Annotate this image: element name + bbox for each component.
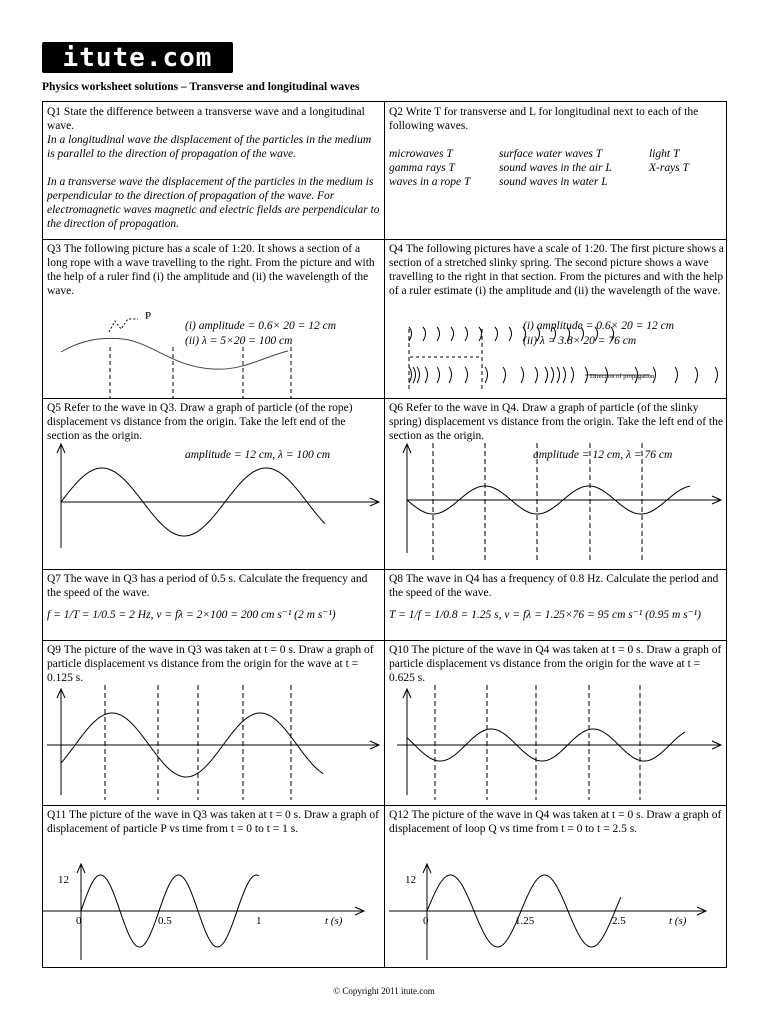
q6-question: Q6 Refer to the wave in Q4. Draw a graph of particle (of the slinky spring) displacement vs distance from the origin. Take the left end of the section as the origin. [389, 402, 723, 442]
slinky-loop [563, 367, 566, 383]
q7-question: Q7 The wave in Q3 has a period of 0.5 s. Calculate the frequency and the speed of the wave. [47, 573, 368, 599]
q12-x-label-end: 2.5 [612, 915, 626, 927]
slinky-loop [449, 367, 452, 383]
slinky-loop [437, 327, 440, 341]
slinky-loop [423, 327, 426, 341]
q2-row [389, 147, 724, 161]
q2-cell [385, 102, 728, 239]
q6-guide-lines [433, 443, 642, 563]
q8-cell [385, 569, 728, 640]
slinky-loop [509, 327, 512, 341]
q2-item: sound waves in water L [499, 176, 608, 188]
q6-cell [385, 398, 728, 569]
copyright-footer: © Copyright 2011 itute.com [333, 986, 435, 996]
slinky-loop [521, 367, 524, 383]
q10-cell [385, 640, 728, 805]
q2-row [389, 161, 724, 175]
q3-amplitude: (i) amplitude = 0.6× 20 = 12 cm [185, 320, 337, 332]
slinky-loop [503, 367, 506, 383]
q4-cell [385, 239, 728, 398]
q3-wave-curve [61, 338, 288, 369]
q11-graph [43, 805, 384, 969]
slinky-loop [437, 367, 440, 383]
q12-y-label: 12 [405, 874, 416, 886]
q9-guide-lines [105, 685, 291, 800]
slinky-loop [653, 367, 656, 383]
slinky-loop [551, 367, 554, 383]
q5-annotation: amplitude = 12 cm, λ = 100 cm [185, 449, 331, 461]
q2-item: X-rays T [649, 162, 689, 174]
slinky-loop [595, 327, 598, 341]
q3-question: Q3 The following picture has a scale of 1:20. It shows a section of a long rope with a wave travelling to the right. From the picture and with the help of a ruler find (i) the amplitude and (ii) the wavelength of the wave. [47, 243, 375, 297]
q4-question: Q4 The following pictures have a scale of 1:20. The first picture shows a section of a stretched slinky spring. The second picture shows a wave travelling to the right in that section. From the pictures and with the help of a ruler estimate (i) the amplitude and (ii) the wavelength of the wave. [389, 243, 724, 297]
slinky-loop [425, 367, 428, 383]
slinky-loop [715, 367, 718, 383]
q3-wavelength: (ii) λ = 5×20 = 100 cm [185, 335, 293, 347]
slinky-loop [571, 367, 574, 383]
slinky-loop [545, 367, 548, 383]
slinky-loop [535, 367, 538, 383]
slinky-loop [417, 367, 420, 383]
q6-annotation: amplitude = 12 cm, λ = 76 cm [533, 449, 673, 461]
q2-item: sound waves in the air L [499, 162, 612, 174]
slinky-loop [465, 367, 468, 383]
q8-question: Q8 The wave in Q4 has a frequency of 0.8 Hz. Calculate the period and the speed of the wave. [389, 573, 719, 599]
q2-item: light T [649, 148, 680, 160]
slinky-loop [567, 327, 570, 341]
slinky-loop [675, 367, 678, 383]
q3-rope-wave [43, 239, 384, 398]
q7-answer: f = 1/T = 1/0.5 = 2 Hz, v = fλ = 2×100 = 200 cm s⁻¹ (2 m s⁻¹) [47, 609, 336, 621]
q8-answer: T = 1/f = 1/0.8 = 1.25 s, v = fλ = 1.25×76 = 95 cm s⁻¹ (0.95 m s⁻¹) [389, 609, 701, 621]
slinky-loop [581, 327, 584, 341]
q11-x-label-0: 0 [76, 915, 82, 927]
slinky-loop [495, 327, 498, 341]
q12-x-label-0: 0 [423, 915, 429, 927]
slinky-loop [695, 367, 698, 383]
page-title: Physics worksheet solutions – Transverse and longitudinal waves [42, 81, 360, 93]
q12-axis-label: t (s) [669, 915, 687, 927]
q11-y-label: 12 [58, 874, 69, 886]
q10-graph [385, 640, 728, 805]
itute-logo [42, 42, 233, 73]
q1-question: Q1 State the difference between a transverse wave and a longitudinal wave. [47, 106, 365, 132]
q6-graph [385, 398, 728, 569]
q2-item: microwaves T [389, 148, 453, 160]
q10-guide-lines [435, 685, 640, 800]
q11-axis-label: t (s) [325, 915, 343, 927]
q11-x-label-half: 0.5 [158, 915, 172, 927]
q2-row [389, 175, 724, 189]
q4-amplitude: (i) amplitude = 0.6× 20 = 12 cm [523, 320, 675, 332]
q12-cell [385, 805, 728, 969]
q4-slinky-pictures [385, 239, 728, 398]
q4-direction-label: Direction of propagation [590, 373, 655, 380]
q2-item: gamma rays T [389, 162, 455, 174]
q7-cell [43, 569, 384, 640]
slinky-loop [465, 327, 468, 341]
q12-graph [385, 805, 728, 969]
q9-graph [43, 640, 384, 805]
q2-item: waves in a rope T [389, 176, 471, 188]
slinky-loop [479, 327, 482, 341]
q10-question: Q10 The picture of the wave in Q4 was taken at t = 0 s. Draw a graph of particle displacement vs distance from the origin for the wave at t = 0.625 s. [389, 644, 722, 684]
q9-cell [43, 640, 384, 805]
q11-x-label-1: 1 [256, 915, 262, 927]
slinky-loop [553, 327, 556, 341]
q3-particle-path [109, 319, 138, 332]
worksheet-grid [42, 101, 727, 968]
slinky-loop [451, 327, 454, 341]
q12-x-label-mid: 1.25 [515, 915, 535, 927]
slinky-loop [611, 327, 614, 341]
q5-graph [43, 398, 384, 569]
q2-item: surface water waves T [499, 148, 603, 160]
q4-wavelength: (ii) λ = 3.8× 20 = 76 cm [523, 335, 637, 347]
q5-question: Q5 Refer to the wave in Q3. Draw a graph of particle (of the rope) displacement vs distance from the origin. Take the left end of the section as the origin. [47, 402, 353, 442]
slinky-loop [537, 327, 540, 341]
slinky-loop [557, 367, 560, 383]
q11-cell [43, 805, 384, 969]
slinky-loop [523, 327, 526, 341]
q11-question: Q11 The picture of the wave in Q3 was taken at t = 0 s. Draw a graph of displacement of particle P vs time from t = 0 to t = 1 s. [47, 809, 379, 835]
q1-answer-longitudinal: In a longitudinal wave the displacement of the particles in the medium is parallel to the direction of propagation of the wave. [47, 134, 372, 160]
q3-point-label: P [145, 310, 152, 322]
q2-question: Q2 Write T for transverse and L for longitudinal next to each of the following waves. [389, 106, 699, 132]
slinky-loop [485, 367, 488, 383]
slinky-loop [413, 367, 416, 383]
q1-answer-transverse: In a transverse wave the displacement of the particles in the medium is perpendicular to the direction of propagation of the wave. For electromagnetic waves magnetic and electric fields are perpendicular to the direction of propagation. [47, 176, 380, 230]
logo-text: itute.com [62, 43, 213, 73]
q9-question: Q9 The picture of the wave in Q3 was taken at t = 0 s. Draw a graph of particle displacement vs distance from the origin for the wave at t = 0.125 s. [47, 644, 374, 684]
q5-cell [43, 398, 384, 569]
q1-cell [43, 102, 384, 239]
q3-cell [43, 239, 384, 398]
q12-question: Q12 The picture of the wave in Q4 was taken at t = 0 s. Draw a graph of displacement of loop Q vs time from t = 0 to t = 2.5 s. [389, 809, 722, 835]
